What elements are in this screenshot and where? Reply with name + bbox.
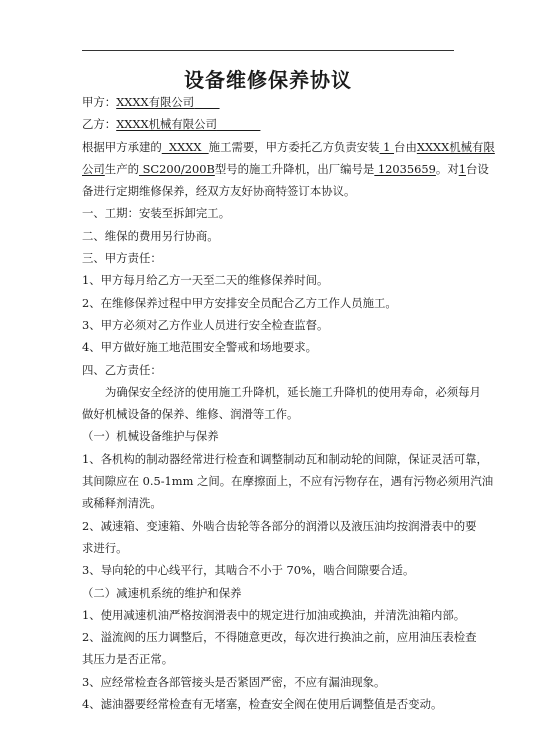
intro-text: 型号的施工升降机，出厂编号是 [214,161,375,176]
party-a-blank [194,95,219,109]
party-b-label: 乙方： [82,117,117,132]
section-item-line: 1、使用减速机油严格按润滑表中的规定进行加油或换油，并清洗油箱内部。 [82,607,466,622]
manufacturer-name-cont: 公司 [82,161,105,176]
section-item-line: 或稀释剂清洗。 [82,496,162,511]
project-name: XXXX [161,139,209,154]
party-a-line [82,91,457,113]
intro-text: 生产的 [104,161,139,176]
clause-line: 四、乙方责任： [82,362,162,377]
intro-text: 。对 [435,161,459,176]
clause-line: 一、工期：安装至拆卸完工。 [82,206,231,221]
section-item-line: 4、滤油器要经常检查有无堵塞，检查安全阀在使用后调整值是否变动。 [82,697,443,712]
party-b-line [82,113,457,135]
section-item-line: 2、减速箱、变速箱、外啮合齿轮等各部分的润滑以及液压油均按润滑表中的要 [82,518,477,533]
section-item-line: 1、各机构的制动器经常进行检查和调整制动瓦和制动轮的间隙，保证灵活可靠， [82,451,488,466]
intro-text: 台由 [394,139,417,154]
section-heading: （一）机械设备维护与保养 [82,429,219,444]
intro-line-1 [82,136,495,158]
model-number: SC200/200B [138,161,215,176]
clause-line: 1、甲方每月给乙方一天至二天的维修保养时间。 [82,273,329,288]
section-item-line: 其压力是否正常。 [82,652,174,667]
section-item-line: 其间隙应在 0.5-1mm 之间。在摩擦面上，不应有污物存在，遇有污物必须用汽油 [82,474,494,489]
intro-text: 根据甲方承建的 [82,139,162,154]
section-item-line: 3、应经常检查各部管接头是否紧固严密，不应有漏油现象。 [82,674,386,689]
clause-line: 4、甲方做好施工地范围安全警戒和场地要求。 [82,340,318,355]
section-item-line: 3、导向轮的中心线平行，其啮合不小于 70%，啮合间隙要合适。 [82,563,415,578]
section-item-line: 求进行。 [82,540,128,555]
section-heading: （二）减速机系统的维护和保养 [82,585,242,600]
clause-line: 二、维保的费用另行协商。 [82,228,219,243]
intro-text: 台设 [465,161,489,176]
party-a-label: 甲方： [82,95,117,109]
unit-quantity-2: 1 [458,161,466,176]
clause-line: 三、甲方责任： [82,251,162,266]
clause-line: 3、甲方必须对乙方作业人员进行安全检查监督。 [82,317,329,332]
paragraph-line: 做好机械设备的保养、维修、润滑等工作。 [82,407,299,422]
document-body [82,91,495,715]
intro-text: 施工需要，甲方委托乙方负责安装 [208,139,380,154]
manufacturer-name: XXXX机械有限 [416,139,495,154]
clause-line: 2、在维修保养过程中甲方安排安全员配合乙方工作人员施工。 [82,295,397,310]
serial-number: 12035659 [374,161,436,176]
intro-line-3: 备进行定期维修保养，经双方友好协商特签订本协议。 [82,184,356,199]
document-title: 设备维修保养协议 [184,68,352,92]
unit-quantity: 1 [379,139,395,154]
party-b-name: XXXX机械有限公司 [116,117,217,132]
header-rule [82,50,454,51]
party-b-blank [217,117,260,131]
paragraph-line: 为确保安全经济的使用施工升降机，延长施工升降机的使用寿命，必须每月 [105,384,481,399]
party-a-name: XXXX有限公司 [116,95,195,109]
intro-line-2 [82,158,489,180]
section-item-line: 2、溢流阀的压力调整后，不得随意更改，每次进行换油之前，应用油压表检查 [82,630,477,645]
